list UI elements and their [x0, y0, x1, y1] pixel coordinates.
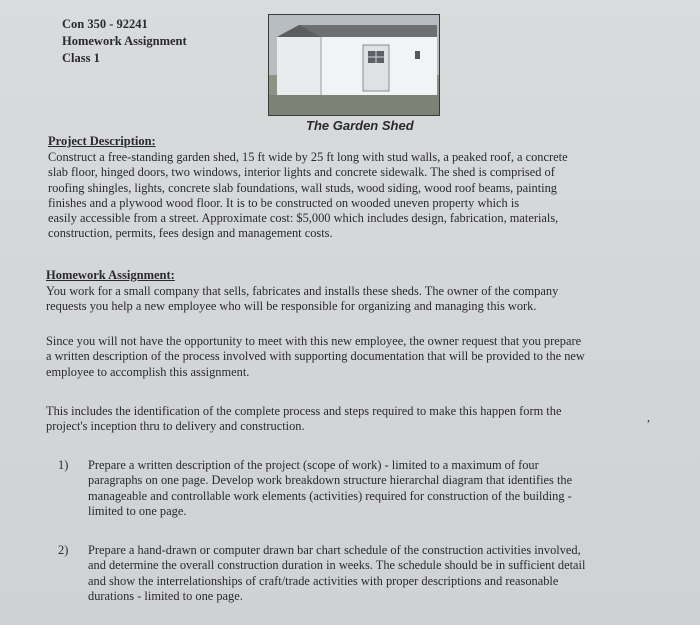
text-line: easily accessible from a street. Approximate cost: $5,000 which includes design, fabrication, materials,	[48, 211, 559, 226]
text-line: limited to one page.	[88, 503, 187, 518]
course-code: Con 350 - 92241	[62, 17, 148, 31]
text-line: Prepare a hand-drawn or computer drawn bar chart schedule of the construction activities involved,	[88, 543, 581, 557]
text-line: Construct a free-standing garden shed, 15 ft wide by 25 ft long with stud walls, a peaked roof, a concrete	[48, 150, 568, 164]
list-item-number: 2)	[58, 543, 69, 557]
text-line: Since you will not have the opportunity to meet with this new employee, the owner request that you prepare	[46, 334, 582, 348]
image-caption: The Garden Shed	[306, 118, 414, 133]
text-line: a written description of the process involved with supporting documentation that will be provided to the new	[46, 349, 585, 364]
document-header	[62, 16, 187, 67]
garden-shed-photo	[268, 14, 440, 116]
text-line: paragraphs on one page. Develop work breakdown structure hierarchal diagram that identifies the	[88, 473, 573, 488]
stray-mark: ,	[647, 410, 650, 424]
project-description-heading: Project Description:	[48, 134, 156, 148]
homework-paragraph-1	[46, 284, 558, 315]
homework-paragraph-2	[46, 334, 585, 380]
text-line: and show the interrelationships of craft/trade activities with proper descriptions and reasonable	[88, 573, 559, 588]
text-line: manageable and controllable work elements (activities) required for construction of the building -	[88, 488, 572, 503]
text-line: and determine the overall construction duration in weeks. The schedule should be in sufficient detail	[88, 558, 586, 573]
text-line: requests you help a new employee who will be responsible for organizing and managing this work.	[46, 299, 537, 314]
text-line: This includes the identification of the complete process and steps required to make this happen form the	[46, 404, 562, 418]
text-line: Prepare a written description of the project (scope of work) - limited to a maximum of four	[88, 458, 539, 472]
list-item-number: 1)	[58, 458, 69, 472]
homework-assignment-heading: Homework Assignment:	[46, 268, 175, 282]
text-line: slab floor, hinged doors, two windows, interior lights and concrete sidewalk. The shed is comprised of	[48, 165, 555, 180]
text-line: durations - limited to one page.	[88, 588, 243, 603]
text-line: project's inception thru to delivery and construction.	[46, 419, 305, 434]
text-line: construction, permits, fees design and management costs.	[48, 226, 333, 241]
homework-paragraph-3	[46, 404, 561, 435]
text-line: employee to accomplish this assignment.	[46, 364, 250, 379]
project-description-text	[48, 150, 568, 242]
text-line: finishes and a plywood wood floor. It is to be constructed on wooded uneven property which is	[48, 195, 520, 210]
text-line: You work for a small company that sells, fabricates and installs these sheds. The owner of the company	[46, 284, 559, 298]
text-line: roofing shingles, lights, concrete slab foundations, wall studs, wood siding, wood roof beams, painting	[48, 180, 557, 195]
assignment-title: Homework Assignment	[62, 34, 187, 48]
class-label: Class 1	[62, 51, 100, 65]
